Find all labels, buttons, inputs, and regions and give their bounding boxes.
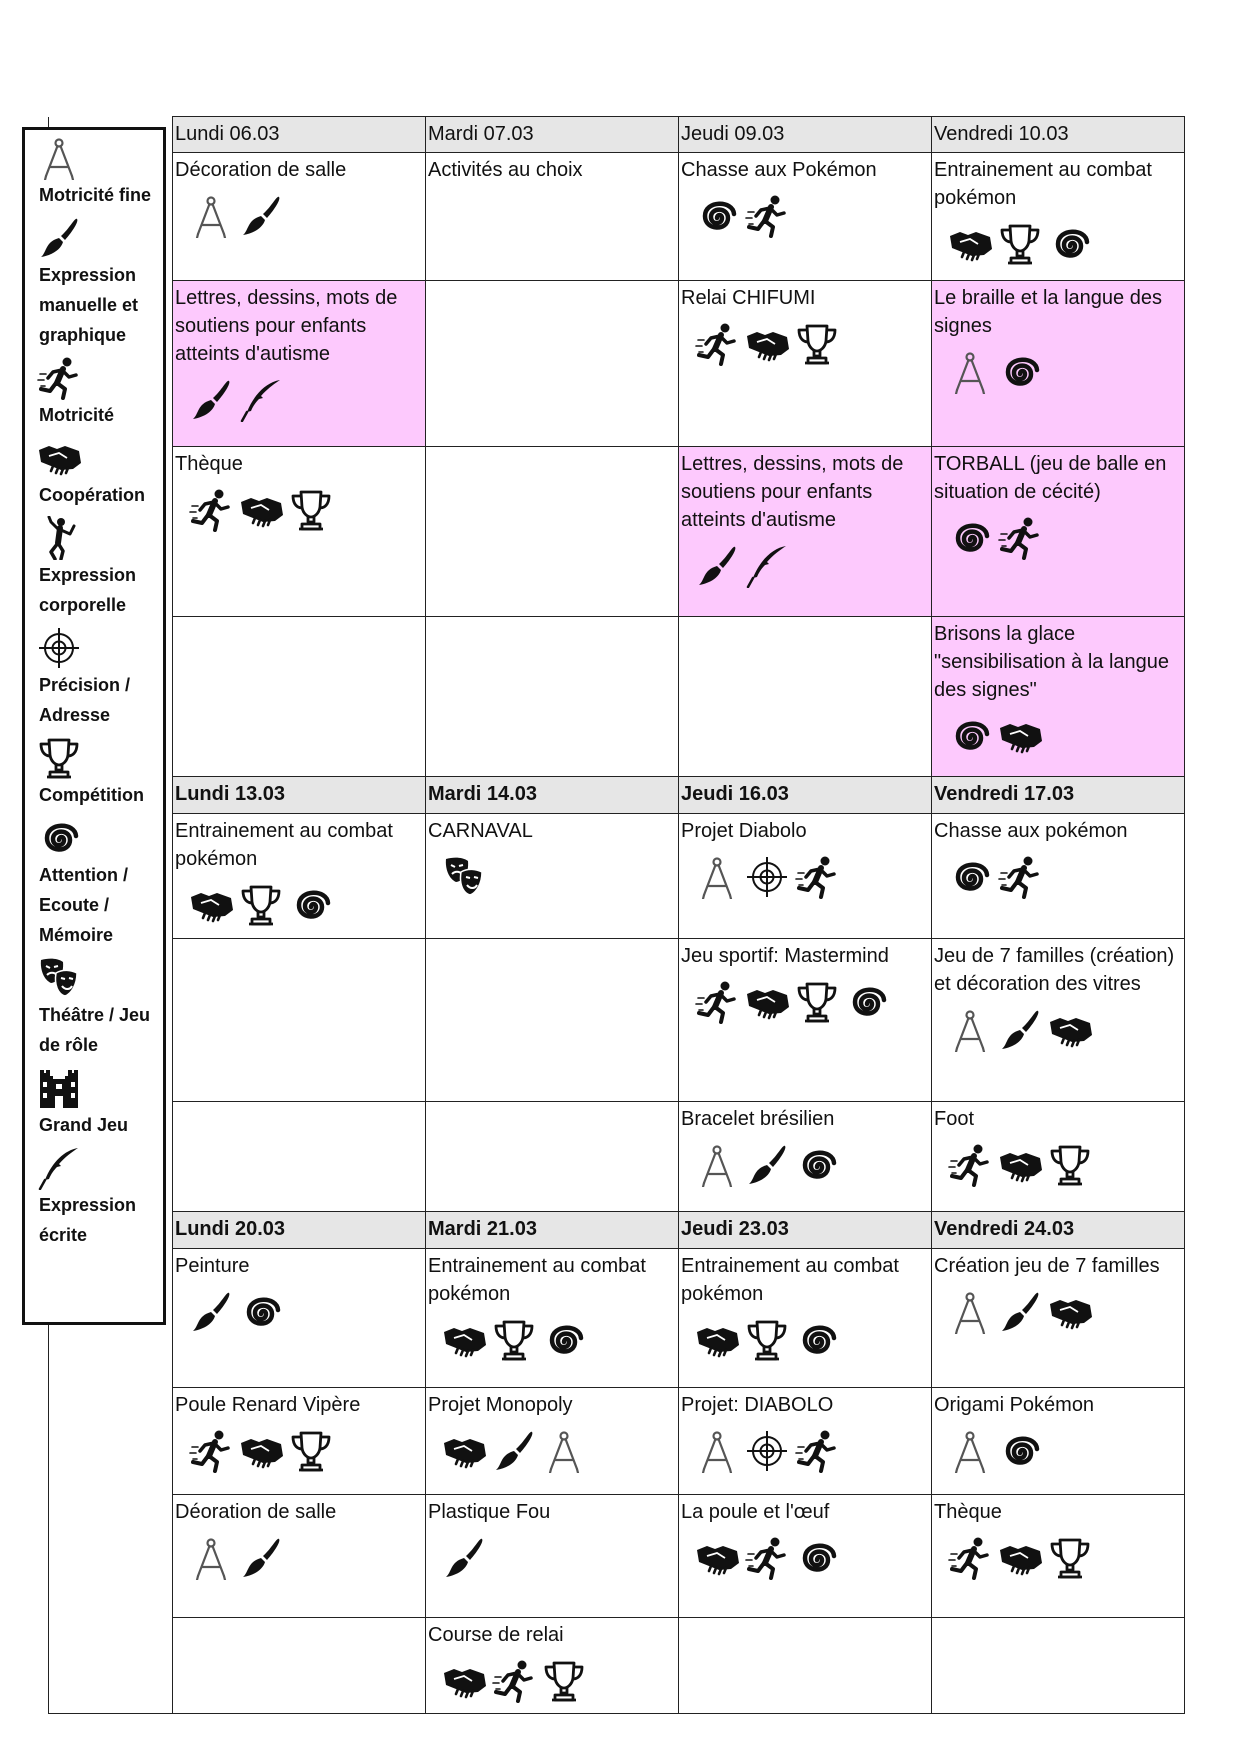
legend-item xyxy=(25,516,163,620)
activity-title: Bracelet brésilien xyxy=(681,1108,835,1131)
handshake-icon xyxy=(948,222,992,266)
legend-item xyxy=(25,626,163,730)
legend-label: Expression écrite xyxy=(39,1195,137,1245)
paintbrush-icon xyxy=(189,378,233,422)
activity-title: Le braille et la langue des signes xyxy=(934,287,1162,338)
trophy-icon xyxy=(745,1318,789,1362)
activity-title: Chasse aux Pokémon xyxy=(681,159,877,182)
activity-title: Thèque xyxy=(934,1500,1002,1523)
legend-label: Motricité xyxy=(39,405,115,425)
paintbrush-icon xyxy=(239,1536,283,1580)
activity-title: Entrainement au combat pokémon xyxy=(934,159,1152,210)
quill-icon xyxy=(37,1146,81,1190)
handshake-icon xyxy=(37,436,81,480)
trophy-icon xyxy=(542,1659,586,1703)
trophy-icon xyxy=(289,1429,333,1473)
legend-item xyxy=(25,136,163,210)
activity-icons xyxy=(934,855,1182,899)
handshake-icon xyxy=(239,488,283,532)
activity-cell xyxy=(679,617,932,777)
activity-title: Projet: DIABOLO xyxy=(681,1393,834,1416)
activity-cell xyxy=(173,617,426,777)
activity-row xyxy=(49,446,1185,617)
activity-icons xyxy=(428,1318,676,1362)
legend-label: Expression corporelle xyxy=(39,565,137,615)
activity-row xyxy=(49,1102,1185,1212)
quill-icon xyxy=(239,378,283,422)
activity-row xyxy=(49,1494,1185,1617)
legend-item xyxy=(25,956,163,1060)
activity-cell xyxy=(173,1248,426,1387)
paintbrush-icon xyxy=(695,544,739,588)
activity-icons xyxy=(681,1318,929,1362)
handshake-icon xyxy=(189,883,233,927)
activity-cell xyxy=(932,446,1185,617)
activity-icons xyxy=(175,1536,423,1580)
activity-icons xyxy=(428,1659,676,1703)
activity-cell xyxy=(426,1248,679,1387)
handshake-icon xyxy=(745,322,789,366)
spiral-icon xyxy=(795,1318,839,1362)
activity-cell xyxy=(173,281,426,446)
trophy-icon xyxy=(998,222,1042,266)
activity-icons xyxy=(934,1536,1182,1580)
day-header: Lundi 20.03 xyxy=(173,1212,426,1248)
activity-cell xyxy=(679,281,932,446)
trophy-icon xyxy=(492,1318,536,1362)
runner-icon xyxy=(745,194,789,238)
handshake-icon xyxy=(695,1318,739,1362)
handshake-icon xyxy=(998,714,1042,758)
activity-title: La poule et l'œuf xyxy=(681,1500,830,1523)
activity-icons xyxy=(428,855,676,899)
activity-row xyxy=(49,153,1185,281)
paintbrush-icon xyxy=(492,1429,536,1473)
masks-icon xyxy=(442,855,486,899)
day-header: Jeudi 16.03 xyxy=(679,777,932,813)
activity-title: Brisons la glace "sensibilisation à la langue des signes" xyxy=(934,623,1170,702)
day-header: Mardi 14.03 xyxy=(426,777,679,813)
activity-row xyxy=(49,939,1185,1102)
spiral-icon xyxy=(948,714,992,758)
week-header-row xyxy=(49,777,1185,813)
activity-title: CARNAVAL xyxy=(428,819,533,842)
compass-icon xyxy=(948,1429,992,1473)
activity-title: Origami Pokémon xyxy=(934,1393,1095,1416)
castle-icon xyxy=(37,1066,81,1110)
day-header: Vendredi 17.03 xyxy=(932,777,1185,813)
activity-row xyxy=(49,1248,1185,1387)
trophy-icon xyxy=(289,488,333,532)
compass-icon xyxy=(948,1008,992,1052)
handshake-icon xyxy=(1048,1008,1092,1052)
legend-item xyxy=(25,1146,163,1250)
activity-title: TORBALL (jeu de balle en situation de cécité) xyxy=(934,452,1167,503)
paintbrush-icon xyxy=(745,1143,789,1187)
handshake-icon xyxy=(442,1429,486,1473)
day-header: Jeudi 09.03 xyxy=(679,117,932,153)
legend-item xyxy=(25,216,163,350)
runner-icon xyxy=(795,855,839,899)
spiral-icon xyxy=(998,1429,1042,1473)
trophy-icon xyxy=(37,736,81,780)
activity-icons xyxy=(934,516,1182,560)
handshake-icon xyxy=(442,1659,486,1703)
activity-cell xyxy=(932,617,1185,777)
dancer-icon xyxy=(37,516,81,560)
activity-icons xyxy=(934,1008,1182,1052)
activity-title: Déoration de salle xyxy=(175,1500,337,1523)
activity-cell xyxy=(426,939,679,1102)
handshake-icon xyxy=(998,1536,1042,1580)
day-header: Mardi 21.03 xyxy=(426,1212,679,1248)
compass-icon xyxy=(37,136,81,180)
legend-item xyxy=(25,356,163,430)
activity-icons xyxy=(934,1143,1182,1187)
activity-title: Course de relai xyxy=(428,1624,564,1647)
legend-label: Expression manuelle et graphique xyxy=(39,265,139,345)
activity-cell xyxy=(679,1248,932,1387)
activity-cell xyxy=(932,939,1185,1102)
compass-icon xyxy=(189,1536,233,1580)
activity-icons xyxy=(175,1429,423,1473)
handshake-icon xyxy=(442,1318,486,1362)
trophy-icon xyxy=(795,322,839,366)
activity-schedule-table xyxy=(48,116,1185,1714)
activity-row xyxy=(49,813,1185,939)
activity-cell xyxy=(426,1494,679,1617)
spiral-icon xyxy=(1048,222,1092,266)
activity-title: Jeu de 7 familles (création) et décoration des vitres xyxy=(934,945,1175,996)
runner-icon xyxy=(948,1143,992,1187)
legend-item xyxy=(25,816,163,950)
activity-title: Projet Diabolo xyxy=(681,819,807,842)
handshake-icon xyxy=(239,1429,283,1473)
activity-title: Lettres, dessins, mots de soutiens pour enfants atteints d'autisme xyxy=(681,452,904,531)
spiral-icon xyxy=(948,516,992,560)
activity-row xyxy=(49,1387,1185,1494)
handshake-icon xyxy=(998,1143,1042,1187)
activity-cell xyxy=(679,153,932,281)
activity-cell xyxy=(679,1102,932,1212)
runner-icon xyxy=(695,322,739,366)
activity-icons xyxy=(175,194,423,238)
paintbrush-icon xyxy=(998,1008,1042,1052)
activity-title: Lettres, dessins, mots de soutiens pour enfants atteints d'autisme xyxy=(175,287,398,366)
spiral-icon xyxy=(845,980,889,1024)
activity-cell xyxy=(426,1618,679,1714)
compass-icon xyxy=(948,350,992,394)
legend-label: Compétition xyxy=(39,785,144,805)
legend-label: Grand Jeu xyxy=(39,1115,129,1135)
masks-icon xyxy=(37,956,81,1000)
activity-icons xyxy=(934,1290,1182,1334)
activity-cell xyxy=(173,446,426,617)
runner-icon xyxy=(492,1659,536,1703)
activity-cell xyxy=(426,446,679,617)
runner-icon xyxy=(998,516,1042,560)
spiral-icon xyxy=(37,816,81,860)
activity-cell xyxy=(932,813,1185,939)
left-margin-cell xyxy=(49,1387,173,1494)
legend-label: Motricité fine xyxy=(39,185,152,205)
activity-cell xyxy=(932,1248,1185,1387)
activity-icons xyxy=(428,1429,676,1473)
week-header-row xyxy=(49,1212,1185,1248)
trophy-icon xyxy=(1048,1536,1092,1580)
handshake-icon xyxy=(1048,1290,1092,1334)
activity-icons xyxy=(681,855,929,899)
activity-icons xyxy=(934,1429,1182,1473)
activity-title: Entrainement au combat pokémon xyxy=(428,1254,646,1305)
activity-title: Création jeu de 7 familles xyxy=(934,1254,1160,1277)
spiral-icon xyxy=(795,1143,839,1187)
activity-icons xyxy=(681,544,929,588)
day-header: Vendredi 10.03 xyxy=(932,117,1185,153)
activity-title: Plastique Fou xyxy=(428,1500,551,1523)
trophy-icon xyxy=(239,883,283,927)
activity-icons xyxy=(681,1143,929,1187)
day-header: Vendredi 24.03 xyxy=(932,1212,1185,1248)
runner-icon xyxy=(998,855,1042,899)
left-margin-cell xyxy=(49,1618,173,1714)
activity-cell xyxy=(426,281,679,446)
activity-cell xyxy=(679,939,932,1102)
activity-cell xyxy=(426,1387,679,1494)
activity-cell xyxy=(173,153,426,281)
paintbrush-icon xyxy=(189,1290,233,1334)
spiral-icon xyxy=(289,883,333,927)
activity-cell xyxy=(173,1387,426,1494)
activity-title: Poule Renard Vipère xyxy=(175,1393,361,1416)
runner-icon xyxy=(37,356,81,400)
compass-icon xyxy=(695,855,739,899)
spiral-icon xyxy=(542,1318,586,1362)
legend-label: Théâtre / Jeu de rôle xyxy=(39,1005,151,1055)
activity-icons xyxy=(175,378,423,422)
activity-title: Peinture xyxy=(175,1254,250,1277)
activity-row xyxy=(49,617,1185,777)
activity-cell xyxy=(173,1494,426,1617)
activity-cell xyxy=(932,1387,1185,1494)
runner-icon xyxy=(745,1536,789,1580)
activity-icons xyxy=(681,1536,929,1580)
activity-row xyxy=(49,281,1185,446)
day-header: Lundi 13.03 xyxy=(173,777,426,813)
crosshair-icon xyxy=(745,855,789,899)
runner-icon xyxy=(695,980,739,1024)
legend-item xyxy=(25,736,163,810)
activity-cell xyxy=(932,1618,1185,1714)
activity-title: Relai CHIFUMI xyxy=(681,287,816,310)
activity-cell xyxy=(932,1102,1185,1212)
paintbrush-icon xyxy=(239,194,283,238)
crosshair-icon xyxy=(37,626,81,670)
activity-title: Projet Monopoly xyxy=(428,1393,573,1416)
activity-cell xyxy=(679,1387,932,1494)
activity-cell xyxy=(173,939,426,1102)
compass-icon xyxy=(189,194,233,238)
activity-icons xyxy=(681,194,929,238)
activity-icons xyxy=(934,714,1182,758)
handshake-icon xyxy=(695,1536,739,1580)
activity-cell xyxy=(173,813,426,939)
compass-icon xyxy=(695,1429,739,1473)
activity-title: Jeu sportif: Mastermind xyxy=(681,945,889,968)
activity-cell xyxy=(426,813,679,939)
week-header-row xyxy=(49,117,1185,153)
paintbrush-icon xyxy=(442,1536,486,1580)
activity-cell xyxy=(679,1494,932,1617)
legend-item xyxy=(25,1066,163,1140)
activity-cell xyxy=(679,813,932,939)
legend-label: Coopération xyxy=(39,485,145,505)
activity-icons xyxy=(175,1290,423,1334)
spiral-icon xyxy=(239,1290,283,1334)
activity-cell xyxy=(426,153,679,281)
paintbrush-icon xyxy=(998,1290,1042,1334)
activity-cell xyxy=(426,617,679,777)
compass-icon xyxy=(948,1290,992,1334)
activity-icons xyxy=(681,980,929,1024)
activity-title: Thèque xyxy=(175,452,243,475)
spiral-icon xyxy=(948,855,992,899)
activity-title: Activités au choix xyxy=(428,159,583,182)
activity-title: Décoration de salle xyxy=(175,159,347,182)
spiral-icon xyxy=(695,194,739,238)
activity-cell xyxy=(173,1102,426,1212)
activity-icons xyxy=(175,883,423,927)
activity-icons xyxy=(175,488,423,532)
activity-cell xyxy=(932,281,1185,446)
icon-legend xyxy=(22,127,166,1325)
activity-cell xyxy=(679,1618,932,1714)
runner-icon xyxy=(189,1429,233,1473)
activity-cell xyxy=(173,1618,426,1714)
activity-title: Chasse aux pokémon xyxy=(934,819,1128,842)
legend-label: Précision / Adresse xyxy=(39,675,131,725)
compass-icon xyxy=(542,1429,586,1473)
left-margin-cell xyxy=(49,1494,173,1617)
spiral-icon xyxy=(795,1536,839,1580)
trophy-icon xyxy=(795,980,839,1024)
activity-row xyxy=(49,1618,1185,1714)
activity-icons xyxy=(681,322,929,366)
trophy-icon xyxy=(1048,1143,1092,1187)
activity-cell xyxy=(932,1494,1185,1617)
activity-cell xyxy=(426,1102,679,1212)
compass-icon xyxy=(695,1143,739,1187)
activity-icons xyxy=(681,1429,929,1473)
runner-icon xyxy=(948,1536,992,1580)
legend-item xyxy=(25,436,163,510)
activity-title: Entrainement au combat pokémon xyxy=(681,1254,899,1305)
activity-icons xyxy=(934,222,1182,266)
paintbrush-icon xyxy=(37,216,81,260)
legend-label: Attention / Ecoute / Mémoire xyxy=(39,865,128,945)
activity-icons xyxy=(934,350,1182,394)
day-header: Mardi 07.03 xyxy=(426,117,679,153)
activity-title: Entrainement au combat pokémon xyxy=(175,819,393,870)
activity-cell xyxy=(932,153,1185,281)
quill-icon xyxy=(745,544,789,588)
day-header: Lundi 06.03 xyxy=(173,117,426,153)
handshake-icon xyxy=(745,980,789,1024)
crosshair-icon xyxy=(745,1429,789,1473)
runner-icon xyxy=(189,488,233,532)
runner-icon xyxy=(795,1429,839,1473)
activity-icons xyxy=(428,1536,676,1580)
spiral-icon xyxy=(998,350,1042,394)
activity-cell xyxy=(679,446,932,617)
day-header: Jeudi 23.03 xyxy=(679,1212,932,1248)
activity-title: Foot xyxy=(934,1108,975,1131)
